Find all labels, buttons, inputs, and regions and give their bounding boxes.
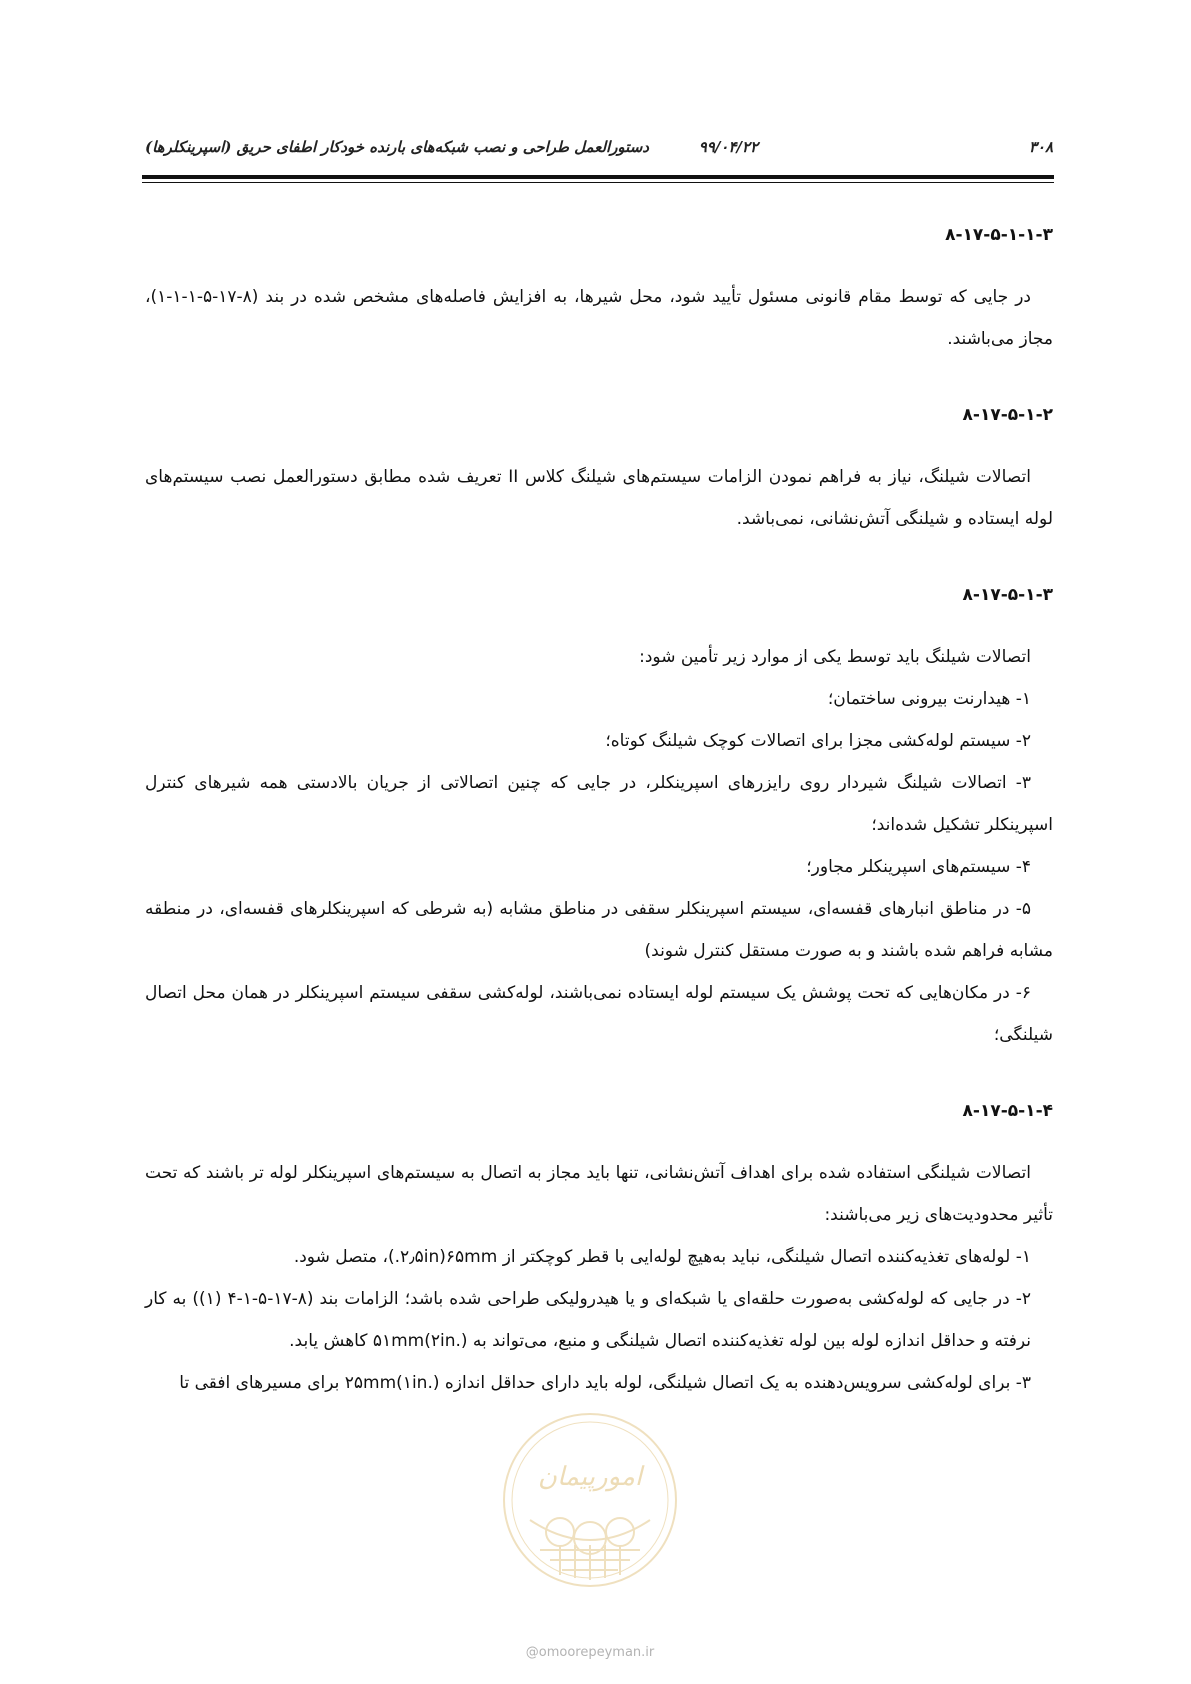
document-body bbox=[145, 214, 1053, 1404]
section-heading: ۸-۱۷-۵-۱-۱-۳ bbox=[945, 225, 1053, 245]
section-heading: ۸-۱۷-۵-۱-۴ bbox=[962, 1101, 1053, 1121]
list-item: ۲- در جایی که لوله‌کشی به‌صورت حلقه‌ای یا شبکه‌ای و یا هیدرولیکی طراحی شده باشد؛ الزامات بند (۸-۱۷-۵-۱-۴ (۱)) به کار نرفته و حداقل اندازه لوله بین لوله تغذیه‌کننده اتصال شیلنگی و منبع، می‌تواند به ۵۱mm(۲in.) کاهش یابد. bbox=[145, 1289, 1031, 1351]
section-intro: اتصالات شیلنگی استفاده شده برای اهداف آتش‌نشانی، تنها باید مجاز به اتصال به سیستم‌های اسپرینکلر لوله تر باشند که تحت تأثیر محدودیت‌های زیر می‌باشند: bbox=[145, 1163, 1053, 1225]
list-item: ۳- برای لوله‌کشی سرویس‌دهنده به یک اتصال شیلنگی، لوله باید دارای حداقل اندازه ۲۵mm(۱in.) برای مسیرهای افقی تا bbox=[179, 1373, 1031, 1393]
list-item: ۵- در مناطق انبارهای قفسه‌ای، سیستم اسپرینکلر سقفی در مناطق مشابه (به شرطی که اسپرینکلرهای قفسه‌ای، در منطقه مشابه فراهم شده باشند و به صورت مستقل کنترل شوند) bbox=[145, 899, 1053, 961]
header-date: ۹۹/۰۴/۲۲ bbox=[698, 138, 758, 156]
list-item: ۱- لوله‌های تغذیه‌کننده اتصال شیلنگی، نباید به‌هیچ لوله‌ایی با قطر کوچکتر از ۶۵mm(۲٫۵in.)، متصل شود. bbox=[293, 1247, 1031, 1267]
page-header bbox=[145, 134, 1053, 162]
list-item: ۳- اتصالات شیلنگ شیردار روی رایزرهای اسپرینکلر، در جایی که چنین اتصالاتی از جریان بالادستی همه شیرهای کنترل اسپرینکلر تشکیل شده‌اند؛ bbox=[145, 773, 1053, 835]
section-intro: اتصالات شیلنگ باید توسط یکی از موارد زیر تأمین شود: bbox=[639, 647, 1031, 667]
list-item: ۴- سیستم‌های اسپرینکلر مجاور؛ bbox=[806, 857, 1031, 877]
list-item: ۶- در مکان‌هایی که تحت پوشش یک سیستم لوله ایستاده نمی‌باشند، لوله‌کشی سقفی سیستم اسپرینکلر در همان محل اتصال شیلنگی؛ bbox=[145, 983, 1053, 1045]
list-item: ۱- هیدارنت بیرونی ساختمان؛ bbox=[827, 689, 1031, 709]
page-number: ۳۰۸ bbox=[1028, 138, 1053, 156]
header-rule-thick bbox=[142, 175, 1054, 179]
header-title: دستورالعمل طراحی و نصب شبکه‌های بارنده خودکار اطفای حریق (اسپرینکلرها) bbox=[145, 138, 649, 156]
section-heading: ۸-۱۷-۵-۱-۲ bbox=[962, 405, 1053, 425]
watermark-logo-text: امورپیمان bbox=[537, 1462, 643, 1492]
watermark-url: @omoorepeyman.ir bbox=[525, 1645, 655, 1660]
list-item: ۲- سیستم لوله‌کشی مجزا برای اتصالات کوچک شیلنگ کوتاه؛ bbox=[605, 731, 1031, 751]
section-heading: ۸-۱۷-۵-۱-۳ bbox=[962, 585, 1053, 605]
watermark-logo bbox=[500, 1410, 680, 1590]
section-paragraph: اتصالات شیلنگ، نیاز به فراهم نمودن الزامات سیستم‌های شیلنگ کلاس II تعریف شده مطابق دستورالعمل نصب سیستم‌های لوله ایستاده و شیلنگی آتش‌نشانی، نمی‌باشد. bbox=[145, 467, 1053, 529]
section-paragraph: در جایی که توسط مقام قانونی مسئول تأیید شود، محل شیرها، به افزایش فاصله‌های مشخص شده در بند (۸-۱۷-۵-۱-۱-۱)، مجاز می‌باشند. bbox=[145, 287, 1053, 349]
header-rule-thin bbox=[142, 182, 1054, 183]
